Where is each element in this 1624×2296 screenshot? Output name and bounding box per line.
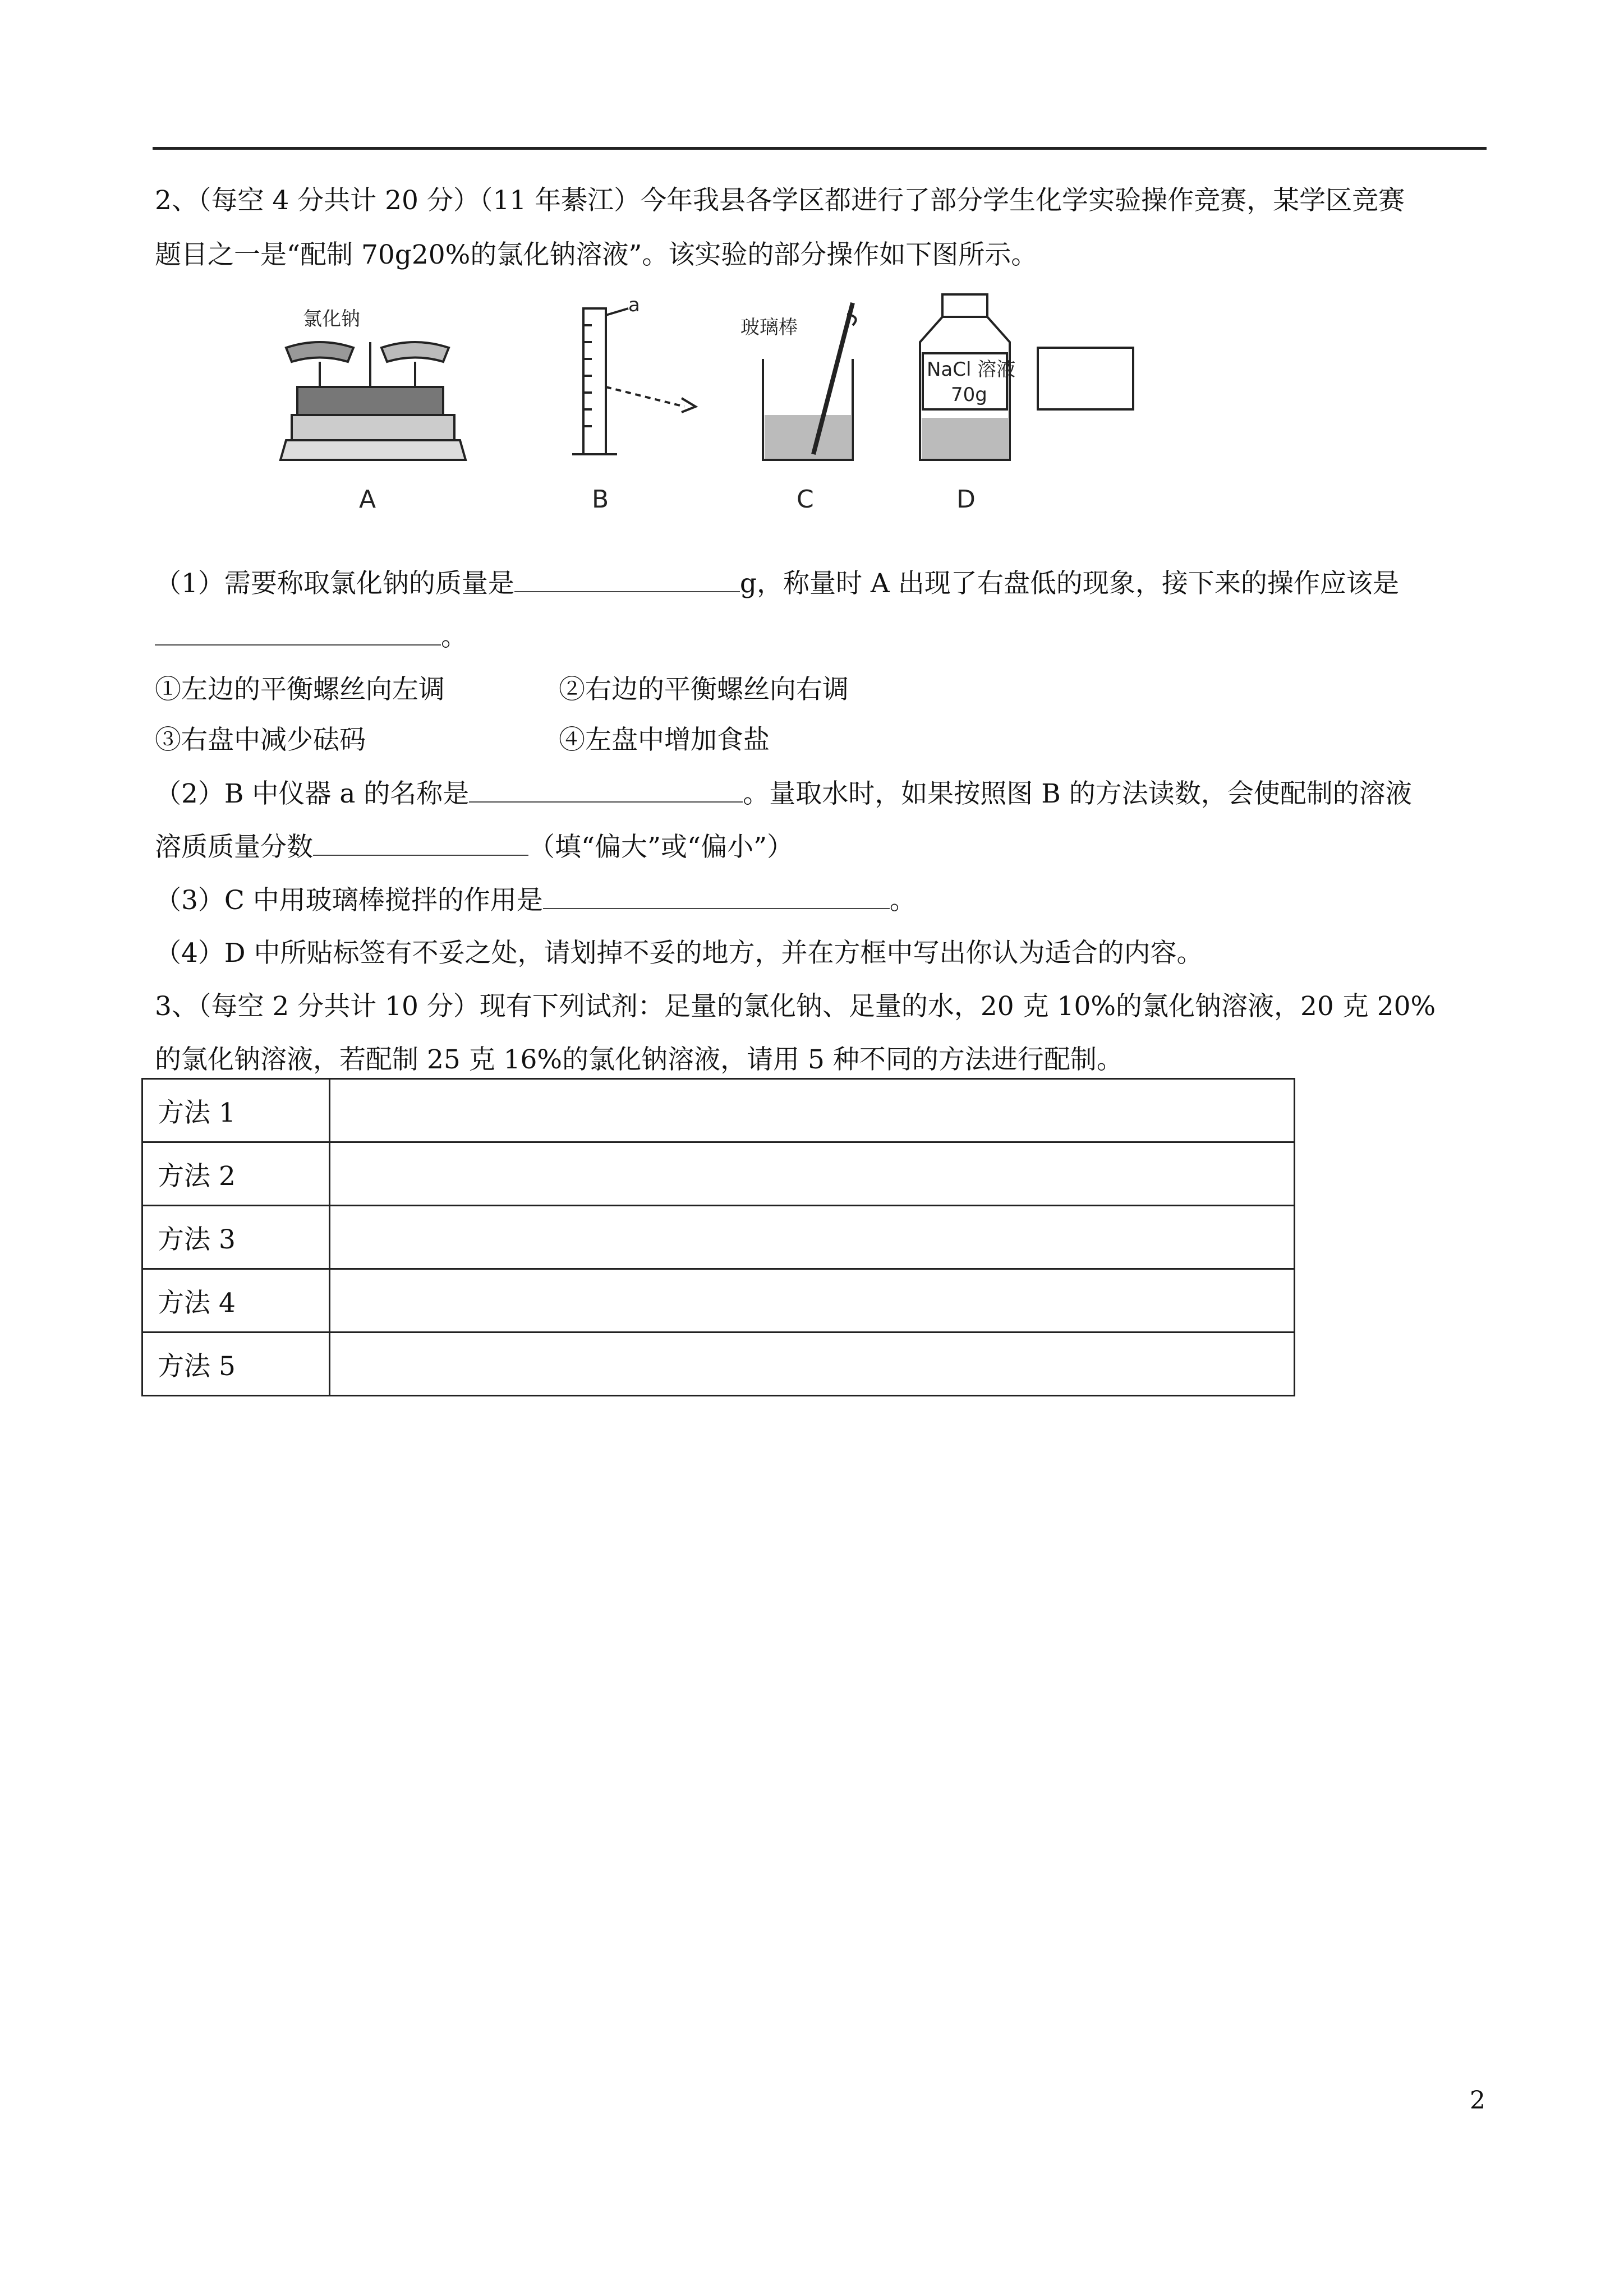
method-answer-cell[interactable] xyxy=(330,1333,1295,1396)
answer-blank-instrument-name[interactable] xyxy=(469,777,743,803)
figure-label-c: C xyxy=(797,485,814,514)
q2-stem-line2: 题目之一是“配制 70g20%的氯化钠溶液”。该实验的部分操作如下图所示。 xyxy=(155,239,1038,270)
option-2: ②右边的平衡螺丝向右调 xyxy=(559,674,849,705)
figure-label-d: D xyxy=(956,485,976,514)
option-4: ④左盘中增加食盐 xyxy=(559,725,770,755)
q2-stem-line1: 2、（每空 4 分共计 20 分）（11 年綦江）今年我县各学区都进行了部分学生化学实验操作竞赛，某学区竞赛 xyxy=(155,185,1405,216)
table-row xyxy=(142,1333,1295,1396)
method-answer-cell[interactable] xyxy=(330,1206,1295,1269)
figure-label-a: A xyxy=(359,485,376,514)
q2-part1-end: 。 xyxy=(441,621,467,652)
bottle-label-mass: 70g xyxy=(951,384,987,406)
page-number: 2 xyxy=(1470,2086,1485,2115)
label-instrument-a: a xyxy=(628,294,640,316)
header-rule xyxy=(153,147,1487,150)
method-label: 方法 3 xyxy=(142,1206,330,1269)
q2-part2-text-d: （填“偏大”或“偏小”） xyxy=(528,832,794,863)
q2-part4: （4）D 中所贴标签有不妥之处，请划掉不妥的地方，并在方框中写出你认为适合的内容。 xyxy=(155,938,1203,969)
q2-part3-text-a: （3）C 中用玻璃棒搅拌的作用是 xyxy=(155,885,543,916)
method-answer-cell[interactable] xyxy=(330,1269,1295,1333)
q2-part3 xyxy=(155,883,916,918)
label-answer-box xyxy=(1038,348,1133,409)
method-label: 方法 2 xyxy=(142,1142,330,1206)
table-row xyxy=(142,1079,1295,1142)
option-3: ③右盘中减少砝码 xyxy=(155,725,366,755)
figure-label-b: B xyxy=(592,485,609,514)
answer-blank-deviation[interactable] xyxy=(313,830,528,856)
q2-part1 xyxy=(155,566,1399,601)
table-row xyxy=(142,1269,1295,1333)
q2-part2-text-a: （2）B 中仪器 a 的名称是 xyxy=(155,778,470,809)
bottle-label-nacl: NaCl 溶液 xyxy=(927,358,1016,381)
q3-stem-line1: 3、（每空 2 分共计 10 分）现有下列试剂：足量的氯化钠、足量的水，20 克 10%的氯化钠溶液，20 克 20% xyxy=(155,991,1436,1022)
method-label: 方法 5 xyxy=(142,1333,330,1396)
q2-part2-text-b: 。量取水时，如果按照图 B 的方法读数，会使配制的溶液 xyxy=(743,778,1412,809)
methods-table xyxy=(141,1078,1295,1396)
q2-part2 xyxy=(155,777,1412,811)
table-row xyxy=(142,1142,1295,1206)
answer-blank-operation[interactable] xyxy=(155,620,441,646)
q2-part1-text-a: （1）需要称取氯化钠的质量是 xyxy=(155,568,514,599)
method-answer-cell[interactable] xyxy=(330,1079,1295,1142)
method-answer-cell[interactable] xyxy=(330,1142,1295,1206)
q2-part3-text-b: 。 xyxy=(889,885,916,916)
option-1: ①左边的平衡螺丝向左调 xyxy=(155,674,445,705)
label-glass-rod: 玻璃棒 xyxy=(740,316,798,339)
q2-part2-cont xyxy=(155,830,793,864)
graduated-cylinder xyxy=(572,308,696,454)
experiment-figure xyxy=(269,292,1167,527)
table-row xyxy=(142,1206,1295,1269)
balance-illustration xyxy=(280,342,466,460)
q2-part1-cont xyxy=(155,620,467,654)
label-sodium-chloride: 氯化钠 xyxy=(303,308,360,330)
answer-blank-mass[interactable] xyxy=(514,566,740,592)
q2-part2-text-c: 溶质质量分数 xyxy=(155,832,313,863)
answer-blank-stirring-purpose[interactable] xyxy=(543,883,890,909)
q3-stem-line2: 的氯化钠溶液，若配制 25 克 16%的氯化钠溶液，请用 5 种不同的方法进行配制。 xyxy=(155,1044,1123,1075)
method-label: 方法 1 xyxy=(142,1079,330,1142)
method-label: 方法 4 xyxy=(142,1269,330,1333)
q2-part1-text-b: g，称量时 A 出现了右盘低的现象，接下来的操作应该是 xyxy=(739,568,1399,599)
